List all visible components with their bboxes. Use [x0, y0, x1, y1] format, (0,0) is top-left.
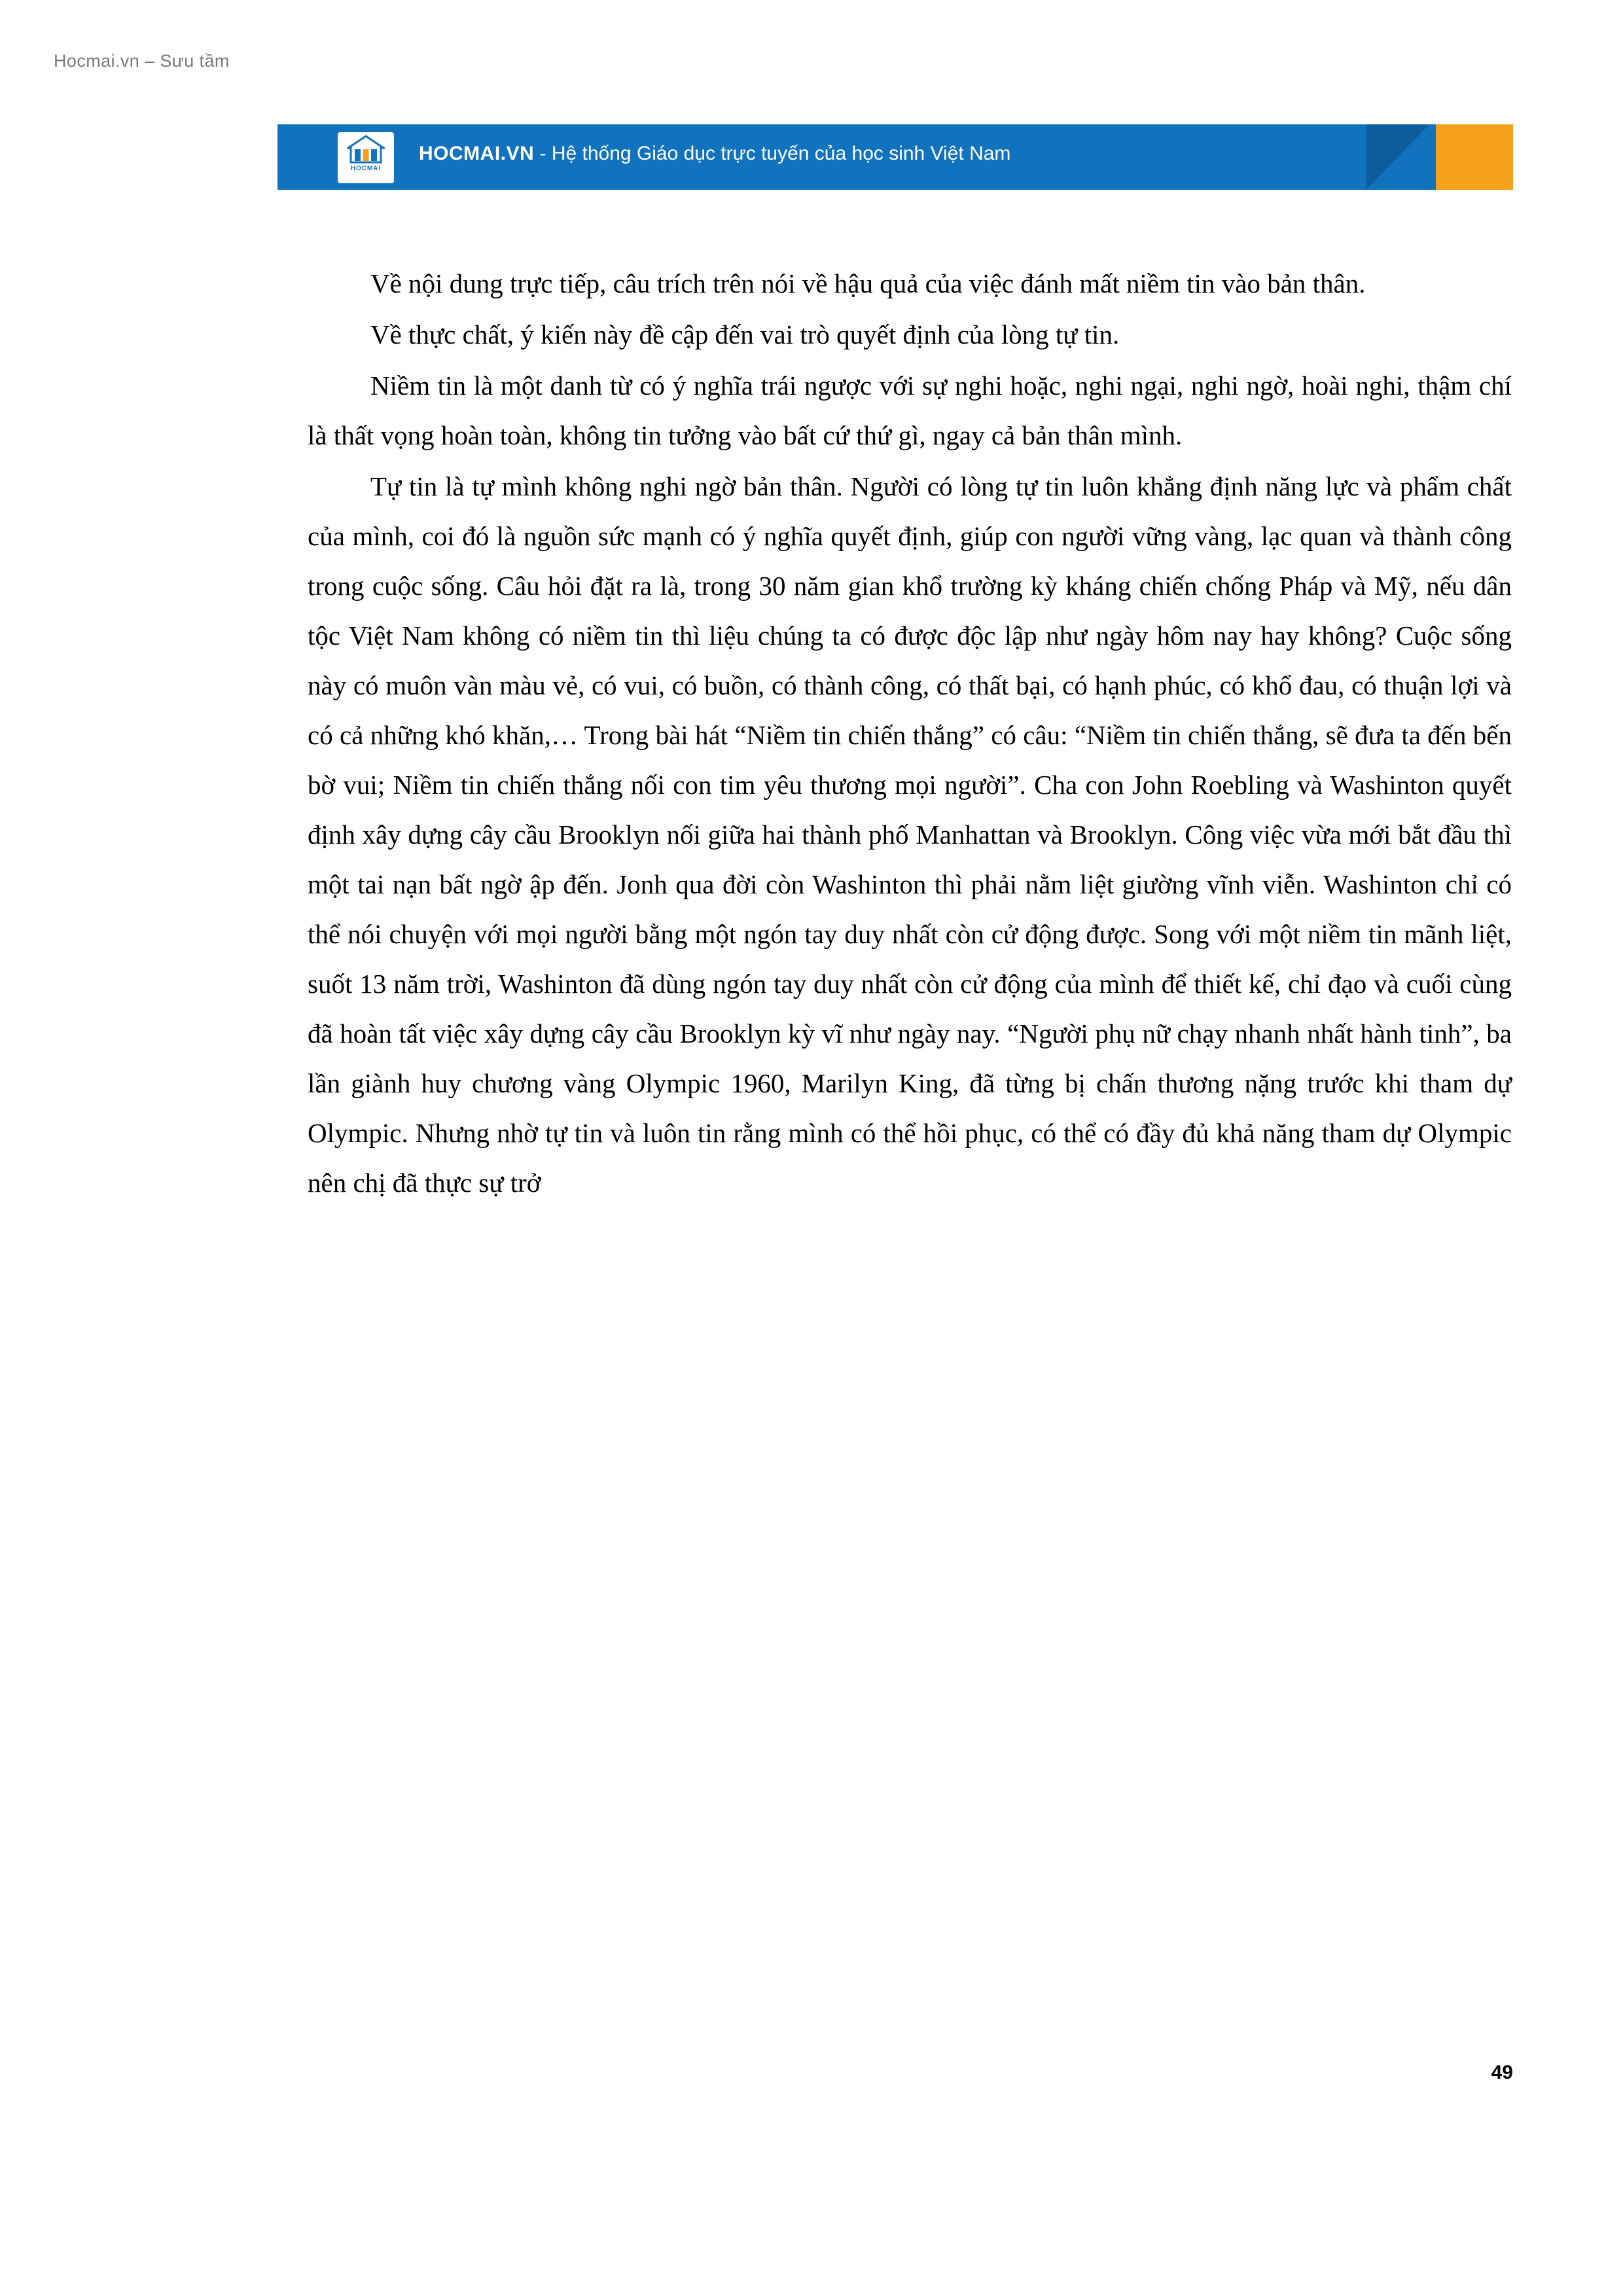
page-number: 49	[1491, 2062, 1513, 2083]
source-watermark: Hocmai.vn – Sưu tầm	[54, 51, 230, 71]
paragraph: Về thực chất, ý kiến này đề cập đến vai trò quyết định của lòng tự tin.	[370, 319, 1120, 350]
banner-wedge-shape	[1366, 124, 1429, 190]
house-icon	[347, 135, 385, 164]
paragraph: Tự tin là tự mình không nghi ngờ bản thân. Người có lòng tự tin luôn khẳng định năng lực và phẩm chất của mình, coi đó là nguồn sức mạnh có ý nghĩa quyết định, giúp con người vững vàng, lạc quan và thành công trong cuộc sống. Câu hỏi đặt ra là, trong 30 năm gian khổ trường kỳ kháng chiến chống Pháp và Mỹ, nếu dân tộc Việt Nam không có niềm tin thì liệu chúng ta có được độc lập như ngày hôm nay hay không? Cuộc sống này có muôn vàn màu vẻ, có vui, có buồn, có thành công, có thất bại, có hạnh phúc, có khổ đau, có thuận lợi và có cả những khó khăn,… Trong bài hát “Niềm tin chiến thắng” có câu: “Niềm tin chiến thắng, sẽ đưa ta đến bến bờ vui; Niềm tin chiến thắng nối con tim yêu thương mọi người”. Cha con John Roebling và Washinton quyết định xây dựng cây cầu Brooklyn nối giữa hai thành phố Manhattan và Brooklyn. Công việc vừa mới bắt đầu thì một tai nạn bất ngờ ập đến. Jonh qua đời còn Washinton thì phải nằm liệt giường vĩnh viễn. Washinton chỉ có thể nói chuyện với mọi người bằng một ngón tay duy nhất còn cử động được. Song với một niềm tin mãnh liệt, suốt 13 năm trời, Washinton đã dùng ngón tay duy nhất còn cử động của mình để thiết kế, chỉ đạo và cuối cùng đã hoàn tất việc xây dựng cây cầu Brooklyn kỳ vĩ như ngày nay. “Người phụ nữ chạy nhanh nhất hành tinh”, ba lần giành huy chương vàng Olympic 1960, Marilyn King, đã từng bị chấn thương nặng trước khi tham dự Olympic. Nhưng nhờ tự tin và luôn tin rằng mình có thể hồi phục, có thể có đầy đủ khả năng tham dự Olympic nên chị đã thực sự trở	[308, 471, 1512, 1198]
banner-title	[419, 143, 1010, 165]
hocmai-logo	[338, 132, 394, 183]
paragraph: Về nội dung trực tiếp, câu trích trên nói về hậu quả của việc đánh mất niềm tin vào bản thân.	[370, 268, 1366, 298]
document-body	[308, 259, 1512, 1209]
site-banner	[277, 124, 1513, 190]
banner-tagline: - Hệ thống Giáo dục trực tuyến của học sinh Việt Nam	[534, 143, 1011, 164]
logo-caption: HOCMAI	[350, 165, 382, 172]
paragraph: Niềm tin là một danh từ có ý nghĩa trái ngược với sự nghi hoặc, nghi ngại, nghi ngờ, hoài nghi, thậm chí là thất vọng hoàn toàn, không tin tưởng vào bất cứ thứ gì, ngay cả bản thân mình.	[308, 370, 1512, 450]
banner-brand: HOCMAI.VN	[419, 143, 535, 164]
